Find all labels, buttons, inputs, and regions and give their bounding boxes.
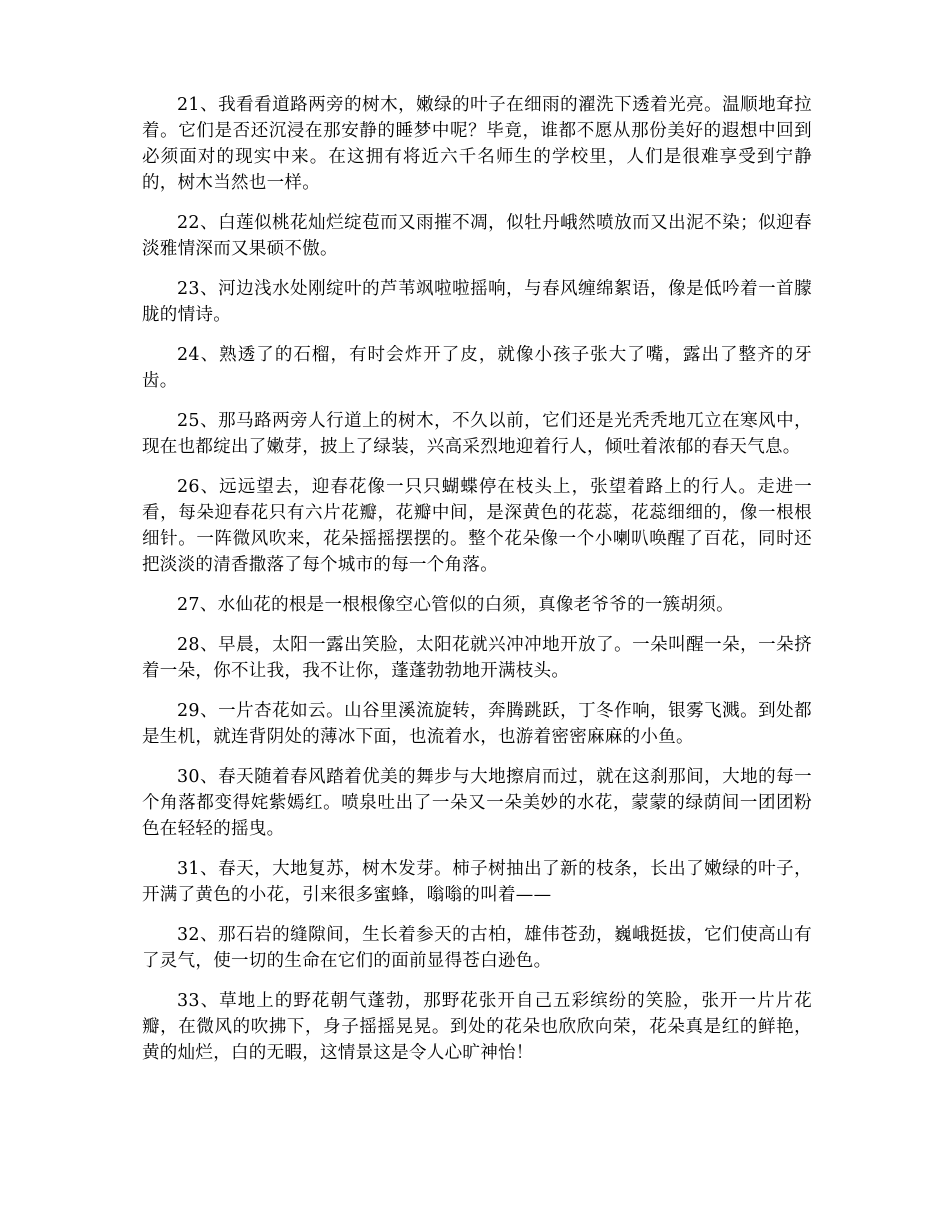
paragraph-27: 27、水仙花的根是一根根像空心管似的白须，真像老爷爷的一簇胡须。 bbox=[177, 595, 734, 615]
paragraph-21: 21、我看看道路两旁的树木，嫩绿的叶子在细雨的濯洗下透着光亮。温顺地耷拉着。它们是否还沉浸在那安静的睡梦中呢？毕竟，谁都不愿从那份美好的遐想中回到必须面对的现实中来。在这拥有将近六千名师生的学校里，人们是很难享受到宁静的，树木当然也一样。 bbox=[142, 95, 812, 193]
paragraph-32: 32、那石岩的缝隙间，生长着参天的古柏，雄伟苍劲，巍峨挺拔，它们使高山有了灵气，使一切的生命在它们的面前显得苍白逊色。 bbox=[142, 925, 812, 971]
paragraph-24: 24、熟透了的石榴，有时会炸开了皮，就像小孩子张大了嘴，露出了整齐的牙齿。 bbox=[142, 345, 812, 391]
paragraph-33: 33、草地上的野花朝气蓬勃，那野花张开自己五彩缤纷的笑脸，张开一片片花瓣，在微风的吹拂下，身子摇摇晃晃。到处的花朵也欣欣向荣，花朵真是红的鲜艳，黄的灿烂，白的无暇，这情景这是令人心旷神怡！ bbox=[142, 991, 812, 1063]
paragraph-23: 23、河边浅水处刚绽叶的芦苇飒啦啦摇响，与春风缠绵絮语，像是低吟着一首朦胧的情诗。 bbox=[142, 279, 812, 325]
paragraph-28: 28、早晨，太阳一露出笑脸，太阳花就兴冲冲地开放了。一朵叫醒一朵，一朵挤着一朵，你不让我，我不让你，蓬蓬勃勃地开满枝头。 bbox=[142, 635, 812, 681]
paragraph-30: 30、春天随着春风踏着优美的舞步与大地擦肩而过，就在这刹那间，大地的每一个角落都变得姹紫嫣红。喷泉吐出了一朵又一朵美妙的水花，蒙蒙的绿荫间一团团粉色在轻轻的摇曳。 bbox=[142, 767, 812, 839]
paragraph-25: 25、那马路两旁人行道上的树木，不久以前，它们还是光秃秃地兀立在寒风中，现在也都绽出了嫩芽，披上了绿装，兴高采烈地迎着行人，倾吐着浓郁的春天气息。 bbox=[142, 411, 812, 457]
paragraph-26: 26、远远望去，迎春花像一只只蝴蝶停在枝头上，张望着路上的行人。走进一看，每朵迎春花只有六片花瓣，花瓣中间，是深黄色的花蕊，花蕊细细的，像一根根细针。一阵微风吹来，花朵摇摇摆摆的。整个花朵像一个小喇叭唤醒了百花，同时还把淡淡的清香撒落了每个城市的每一个角落。 bbox=[142, 477, 812, 575]
paragraph-29: 29、一片杏花如云。山谷里溪流旋转，奔腾跳跃，丁冬作响，银雾飞溅。到处都是生机，就连背阴处的薄冰下面，也流着水，也游着密密麻麻的小鱼。 bbox=[142, 701, 812, 747]
document-page bbox=[142, 92, 812, 1080]
paragraph-31: 31、春天，大地复苏，树木发芽。柿子树抽出了新的枝条，长出了嫩绿的叶子，开满了黄色的小花，引来很多蜜蜂，嗡嗡的叫着—— bbox=[142, 859, 812, 905]
paragraph-22: 22、白莲似桃花灿烂绽苞而又雨摧不凋，似牡丹峨然喷放而又出泥不染；似迎春淡雅情深而又果硕不傲。 bbox=[142, 213, 812, 259]
